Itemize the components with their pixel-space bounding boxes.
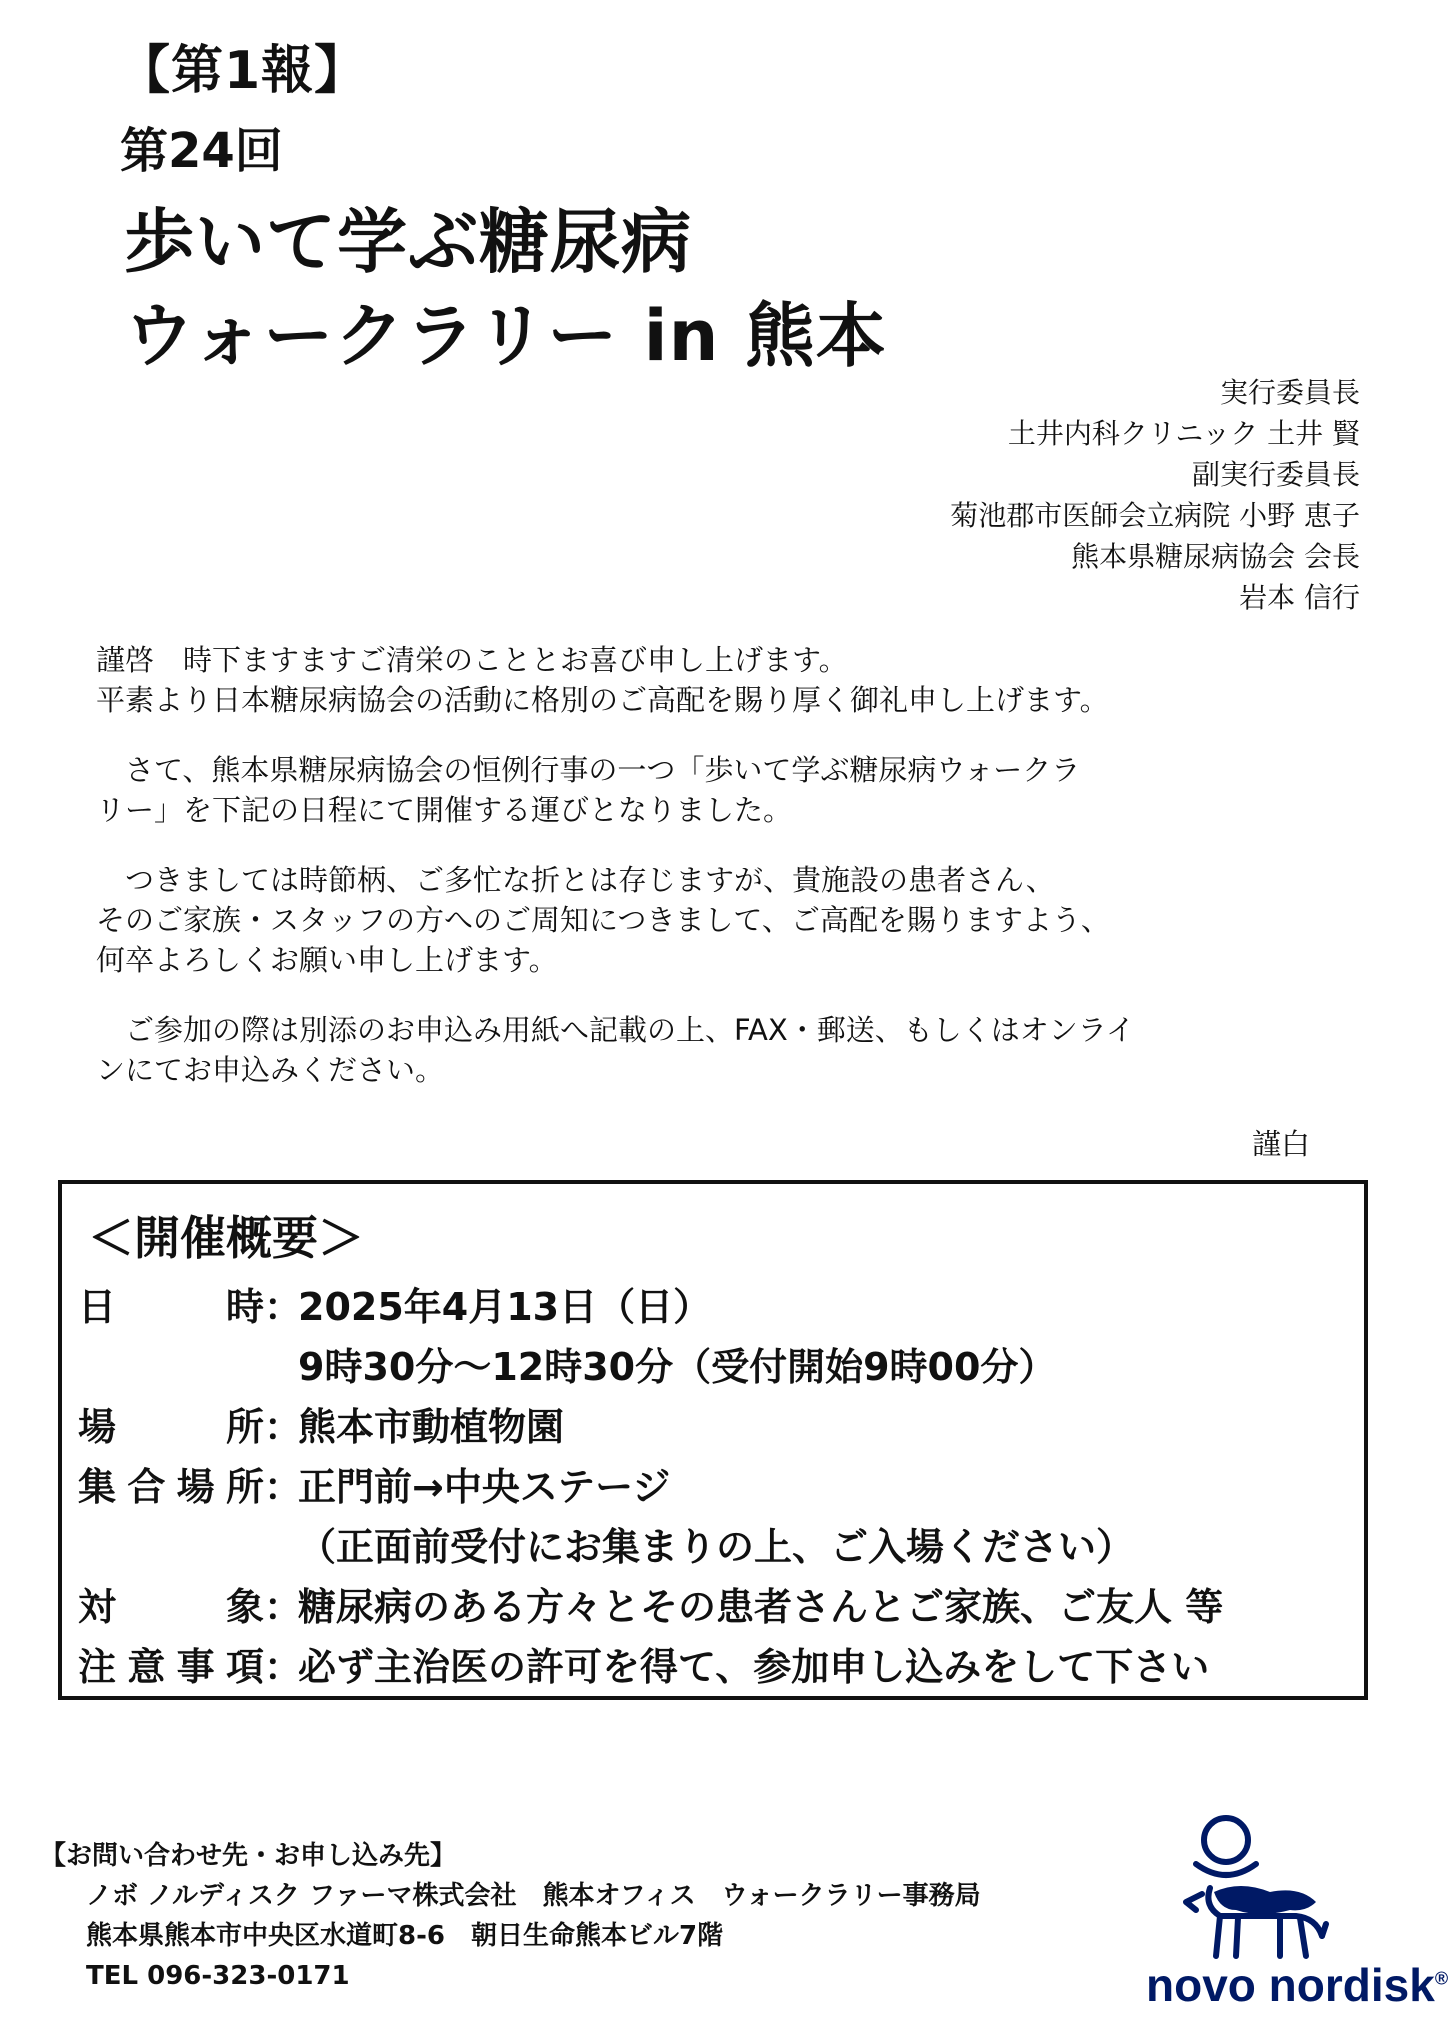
organizer-list: [950, 372, 1360, 618]
organizer-line: 岩本 信行: [1239, 581, 1360, 614]
overview-heading: ＜開催概要＞: [88, 1211, 364, 1265]
target-value: 糖尿病のある方々とその患者さんとご家族、ご友人 等: [298, 1585, 1224, 1629]
event-title-line2: ウォークラリー in 熊本: [124, 295, 887, 377]
notes-value: 必ず主治医の許可を得て、参加申し込みをして下さい: [298, 1645, 1210, 1689]
datetime-label: 日 時: [78, 1285, 264, 1329]
event-title-line1: 歩いて学ぶ糖尿病: [124, 201, 692, 283]
colon: ：: [264, 1405, 303, 1449]
datetime-value: 2025年4月13日（日）: [298, 1285, 712, 1329]
contact-address: 熊本県熊本市中央区水道町8-6 朝日生命熊本ビル7階: [86, 1921, 724, 1951]
organizer-line: 熊本県糖尿病協会 会長: [1071, 540, 1360, 573]
colon: ：: [264, 1645, 303, 1689]
target-label: 対 象: [78, 1585, 264, 1629]
organizer-line: 土井内科クリニック 土井 賢: [1007, 417, 1360, 450]
logo-text: novo nordisk: [1146, 1959, 1435, 2011]
meeting-row-cont: [78, 1516, 1134, 1571]
organizer-line: 実行委員長: [1219, 376, 1360, 409]
notes-label: 注意事項: [78, 1645, 264, 1689]
letter-paragraph: [96, 860, 1346, 980]
organizer-line: 副実行委員長: [1191, 458, 1360, 491]
novo-nordisk-logo: [1140, 1806, 1448, 2016]
notes-row: [78, 1636, 1209, 1691]
letter-line: リー」を下記の日程にて開催する運びとなりました。: [96, 793, 793, 827]
contact-block: [40, 1836, 981, 1996]
contact-company: ノボ ノルディスク ファーマ株式会社 熊本オフィス ウォークラリー事務局: [86, 1881, 981, 1911]
letter-line: 謹啓 時下ますますご清栄のこととお喜び申し上げます。: [96, 643, 848, 677]
contact-tel: TEL 096-323-0171: [86, 1961, 350, 1991]
meeting-row: [78, 1456, 670, 1511]
meeting-value: 正門前→中央ステージ: [298, 1465, 671, 1509]
colon: ：: [264, 1285, 303, 1329]
letter-body: [96, 640, 1346, 1120]
place-value: 熊本市動植物園: [298, 1405, 565, 1449]
contact-heading: 【お問い合わせ先・お申し込み先】: [40, 1841, 457, 1871]
letter-paragraph: [96, 1010, 1346, 1090]
letter-line: さて、熊本県糖尿病協会の恒例行事の一つ「歩いて学ぶ糖尿病ウォークラ: [96, 753, 1081, 787]
colon: ：: [264, 1465, 303, 1509]
letter-line: そのご家族・スタッフの方へのご周知につきまして、ご高配を賜りますよう、: [96, 903, 1110, 937]
letter-line: ンにてお申込みください。: [96, 1053, 445, 1087]
meeting-value-2: （正面前受付にお集まりの上、ご入場ください）: [298, 1525, 1135, 1569]
letter-line: つきましては時節柄、ご多忙な折とは存じますが、貴施設の患者さん、: [96, 863, 1055, 897]
letter-paragraph: [96, 750, 1346, 830]
letter-line: 平素より日本糖尿病協会の活動に格別のご高配を賜り厚く御礼申し上げます。: [96, 683, 1109, 717]
edition-label: 第24回: [120, 123, 283, 179]
meeting-label: 集合場所: [78, 1465, 264, 1509]
place-label: 場 所: [78, 1405, 264, 1449]
target-row: [78, 1576, 1223, 1631]
registered-mark: ®: [1434, 1968, 1448, 1989]
report-tag: 【第1報】: [118, 41, 368, 101]
letter-line: 何卒よろしくお願い申し上げます。: [96, 943, 558, 977]
colon: ：: [264, 1585, 303, 1629]
organizer-line: 菊池郡市医師会立病院 小野 恵子: [950, 499, 1360, 532]
datetime-row: [78, 1276, 711, 1331]
letter-closing: 謹白: [1251, 1127, 1310, 1161]
overview-box: [58, 1180, 1368, 1700]
place-row: [78, 1396, 564, 1451]
datetime-row-cont: [78, 1336, 1056, 1391]
letter-paragraph: [96, 640, 1346, 720]
letter-line: ご参加の際は別添のお申込み用紙へ記載の上、FAX・郵送、もしくはオンライ: [96, 1013, 1135, 1047]
datetime-value-2: 9時30分～12時30分（受付開始9時00分）: [298, 1345, 1057, 1389]
